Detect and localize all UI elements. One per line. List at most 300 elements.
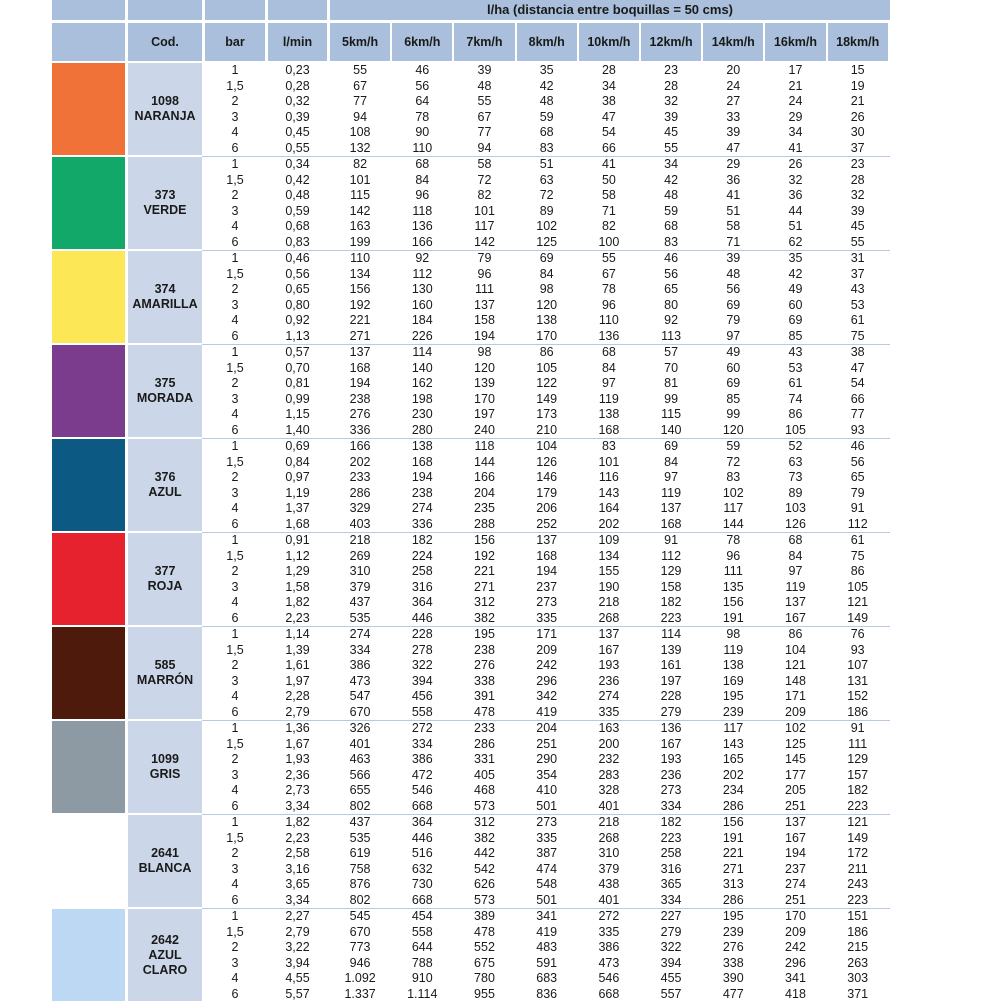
lha-value: 143 (598, 485, 620, 500)
lha-value: 99 (664, 391, 679, 406)
flow-lmin: 1,19 (285, 485, 310, 500)
lha-value: 419 (536, 924, 558, 939)
bar-pressure: 1 (231, 815, 239, 829)
lha-value: 619 (349, 846, 371, 861)
lha-value: 328 (598, 783, 620, 798)
bar-pressure: 4 (231, 783, 239, 798)
lha-value: 82 (353, 157, 368, 171)
lha-value: 97 (726, 329, 741, 343)
lha-value: 58 (601, 188, 616, 203)
lha-value: 418 (785, 987, 806, 1001)
header-speed-unit: km/h (663, 34, 693, 49)
lha-value: 108 (349, 125, 371, 140)
lha-value: 177 (785, 767, 806, 782)
flow-lmin: 0,65 (285, 282, 310, 297)
lha-value: 80 (664, 297, 679, 312)
lha-value: 274 (349, 627, 371, 641)
header-speed-16 (765, 23, 825, 61)
flow-lmin: 0,80 (285, 297, 310, 312)
bar-pressure: 6 (231, 235, 239, 249)
lha-value: 24 (788, 94, 803, 109)
flow-lmin: 0,92 (285, 313, 310, 328)
lha-value: 72 (539, 188, 554, 203)
bar-pressure: 6 (231, 611, 239, 625)
lha-value: 386 (411, 752, 433, 767)
flow-lmin: 0,56 (285, 266, 310, 281)
header-speed-value: 12 (649, 34, 664, 49)
lha-value: 43 (788, 345, 803, 359)
lha-value: 296 (536, 673, 558, 688)
lha-value: 140 (660, 423, 682, 437)
lha-value: 205 (785, 783, 806, 798)
nozzle-code-cell (128, 533, 202, 625)
lha-value: 112 (412, 266, 433, 281)
lha-value: 102 (785, 721, 806, 735)
lha-value: 382 (474, 830, 495, 845)
lha-value: 172 (847, 846, 869, 861)
lha-value: 104 (536, 439, 558, 453)
lha-value: 310 (349, 564, 371, 579)
lha-value: 197 (660, 673, 682, 688)
lha-value: 573 (474, 893, 495, 907)
lha-value: 195 (474, 627, 495, 641)
lha-value: 32 (788, 172, 803, 187)
lha-value: 316 (660, 861, 682, 876)
flow-lmin: 2,27 (285, 909, 310, 923)
lha-value: 242 (536, 658, 558, 673)
header-cod: Cod. (128, 23, 202, 61)
lha-value: 170 (474, 391, 495, 406)
lha-value: 258 (411, 564, 433, 579)
lha-value: 97 (788, 564, 803, 579)
lha-value: 335 (536, 830, 558, 845)
lha-value: 419 (536, 705, 558, 719)
lha-value: 341 (785, 971, 806, 986)
bar-pressure: 1 (231, 909, 239, 923)
lha-value: 501 (536, 893, 558, 907)
lha-value: 139 (660, 642, 682, 657)
lha-value: 134 (598, 548, 620, 563)
lha-value: 632 (411, 861, 433, 876)
bar-pressure: 1 (231, 63, 239, 77)
lha-value: 69 (788, 313, 803, 328)
lha-value: 48 (726, 266, 741, 281)
flow-lmin: 0,57 (285, 345, 310, 359)
lha-value: 49 (726, 345, 741, 359)
lha-value: 955 (474, 987, 495, 1001)
lha-value: 33 (726, 109, 741, 124)
lha-value: 70 (664, 360, 679, 375)
lha-value: 335 (536, 611, 558, 625)
flow-lmin: 0,34 (285, 157, 310, 171)
lha-value: 138 (722, 658, 744, 673)
flow-lmin: 4,55 (285, 971, 310, 986)
lha-value: 468 (474, 783, 495, 798)
lha-value: 68 (415, 157, 430, 171)
lha-value: 45 (850, 219, 865, 234)
bar-pressure: 6 (231, 517, 239, 531)
lha-value: 149 (536, 391, 558, 406)
lha-value: 239 (722, 705, 744, 719)
flow-lmin: 1,93 (285, 752, 310, 767)
lha-value: 105 (785, 423, 806, 437)
flow-lmin: 0,32 (285, 94, 310, 109)
lha-value: 167 (785, 611, 806, 625)
header-speed-value: 18 (836, 34, 851, 49)
lha-value: 535 (349, 611, 371, 625)
lha-value: 137 (785, 815, 806, 829)
lha-value: 190 (598, 579, 620, 594)
header-speed-7 (454, 23, 514, 61)
lha-value: 242 (785, 940, 806, 955)
lha-value: 146 (536, 470, 558, 485)
bar-pressure: 2 (231, 376, 239, 391)
header-speed-unit: km/h (473, 34, 503, 49)
lha-value: 334 (349, 642, 371, 657)
lha-value: 120 (536, 297, 558, 312)
lha-value: 48 (664, 188, 679, 203)
lha-value: 119 (723, 642, 744, 657)
lha-value: 322 (660, 940, 682, 955)
flow-lmin: 0,81 (285, 376, 310, 391)
lha-value: 97 (664, 470, 679, 485)
lha-value: 204 (474, 485, 495, 500)
lha-value: 38 (601, 94, 616, 109)
lha-value: 71 (726, 235, 741, 249)
color-swatch (52, 627, 125, 719)
lha-value: 137 (660, 501, 682, 516)
lha-value: 326 (349, 721, 371, 735)
lha-value: 38 (850, 345, 865, 359)
lha-value: 194 (785, 846, 806, 861)
lha-value: 94 (477, 141, 492, 155)
lha-value: 132 (349, 141, 371, 155)
lha-value: 223 (660, 830, 682, 845)
lha-value: 312 (474, 815, 495, 829)
lha-value: 286 (349, 485, 371, 500)
lha-value: 23 (664, 63, 679, 77)
lha-value: 258 (660, 846, 682, 861)
lha-value: 310 (598, 846, 620, 861)
lha-value: 104 (785, 642, 806, 657)
bar-pressure: 1 (231, 721, 239, 735)
lha-value: 44 (788, 203, 803, 218)
lha-value: 35 (539, 63, 554, 77)
lha-value: 331 (474, 752, 495, 767)
lha-value: 192 (474, 548, 495, 563)
flow-lmin: 2,79 (285, 924, 310, 939)
lha-value: 155 (598, 564, 620, 579)
lha-value: 65 (664, 282, 679, 297)
lha-value: 194 (349, 376, 371, 391)
bar-pressure: 1,5 (226, 830, 244, 845)
lha-value: 157 (847, 767, 869, 782)
header-speed-5 (330, 23, 390, 61)
lha-value: 101 (474, 203, 495, 218)
lha-value: 52 (788, 439, 803, 453)
bar-pressure: 1,5 (226, 360, 244, 375)
lha-value: 236 (598, 673, 620, 688)
lha-value: 535 (349, 830, 371, 845)
lha-value: 168 (536, 548, 558, 563)
lha-value: 401 (598, 799, 620, 813)
lha-value: 473 (349, 673, 371, 688)
lha-value: 335 (598, 705, 620, 719)
lha-value: 271 (474, 579, 495, 594)
header-speed-value: 5 (342, 34, 349, 49)
lha-value: 442 (474, 846, 495, 861)
lha-value: 82 (477, 188, 492, 203)
lha-value: 313 (722, 877, 744, 892)
lha-value: 386 (598, 940, 620, 955)
bar-pressure: 4 (231, 595, 239, 610)
bar-pressure: 6 (231, 141, 239, 155)
lha-value: 110 (350, 251, 371, 265)
lha-value: 143 (722, 736, 744, 751)
lha-value: 271 (722, 861, 744, 876)
flow-lmin: 3,34 (285, 799, 310, 813)
lha-value: 72 (477, 172, 492, 187)
lha-value: 42 (664, 172, 679, 187)
lha-value: 391 (474, 689, 495, 704)
lha-value: 546 (598, 971, 620, 986)
lha-value: 81 (664, 376, 679, 391)
nozzle-code: 373 (154, 188, 176, 202)
lha-value: 55 (353, 63, 368, 77)
bar-pressure: 4 (231, 407, 239, 422)
nozzle-color-name: MORADA (136, 391, 194, 405)
flow-lmin: 3,22 (285, 940, 310, 955)
lha-value: 312 (474, 595, 495, 610)
lha-value: 41 (601, 157, 616, 171)
lha-value: 67 (353, 78, 368, 93)
lha-value: 152 (847, 689, 869, 704)
lha-value: 86 (788, 627, 803, 641)
lha-value: 39 (477, 63, 492, 77)
lha-value: 379 (349, 579, 371, 594)
lha-value: 166 (349, 439, 371, 453)
lha-value: 276 (474, 658, 495, 673)
lha-value: 182 (411, 533, 433, 547)
lha-value: 76 (850, 627, 865, 641)
lha-value: 156 (722, 815, 744, 829)
lha-value: 160 (411, 297, 433, 312)
lha-value: 29 (726, 157, 741, 171)
lha-value: 626 (474, 877, 495, 892)
flow-lmin: 0,45 (285, 125, 310, 140)
lha-value: 168 (660, 517, 682, 531)
lha-value: 280 (411, 423, 433, 437)
lha-value: 184 (411, 313, 433, 328)
lha-value: 77 (850, 407, 865, 422)
lha-value: 670 (349, 924, 371, 939)
lha-value: 197 (474, 407, 495, 422)
nozzle-code: 377 (154, 564, 176, 578)
lha-value: 354 (536, 767, 558, 782)
flow-lmin: 3,34 (285, 893, 310, 907)
lha-value: 144 (722, 517, 744, 531)
lha-value: 232 (598, 752, 620, 767)
lha-value: 668 (411, 799, 433, 813)
lha-value: 290 (536, 752, 558, 767)
lha-value: 162 (411, 376, 433, 391)
lha-value: 394 (411, 673, 433, 688)
lha-value: 98 (726, 627, 741, 641)
lha-value: 125 (536, 235, 558, 249)
flow-lmin: 0,46 (285, 251, 310, 265)
lha-value: 463 (349, 752, 371, 767)
lha-value: 156 (474, 533, 495, 547)
lha-value: 206 (536, 501, 558, 516)
lha-value: 238 (411, 485, 433, 500)
lha-value: 221 (722, 846, 744, 861)
lha-value: 91 (664, 533, 679, 547)
lha-value: 456 (411, 689, 433, 704)
nozzle-code-cell (128, 721, 202, 813)
lha-value: 107 (847, 658, 869, 673)
lha-value: 46 (664, 251, 679, 265)
lha-value: 668 (598, 987, 620, 1001)
lha-value: 336 (349, 423, 371, 437)
lha-value: 655 (349, 783, 371, 798)
lha-value: 167 (660, 736, 682, 751)
lha-value: 117 (723, 501, 744, 516)
lha-value: 238 (349, 391, 371, 406)
lha-value: 545 (349, 909, 371, 923)
lha-value: 91 (850, 501, 865, 516)
lha-value: 802 (349, 799, 371, 813)
bar-pressure: 1,5 (226, 454, 244, 469)
nozzle-code-cell (128, 439, 202, 531)
lha-value: 29 (788, 109, 803, 124)
lha-value: 114 (661, 627, 682, 641)
lha-value: 47 (726, 141, 741, 155)
lha-value: 59 (726, 439, 741, 453)
lha-value: 90 (415, 125, 430, 140)
header-blank-swatch (52, 0, 125, 20)
lha-value: 279 (660, 705, 682, 719)
bar-pressure: 6 (231, 705, 239, 719)
lha-value: 194 (536, 564, 558, 579)
lha-value: 61 (850, 313, 865, 328)
flow-lmin: 1,14 (285, 627, 310, 641)
lha-value: 139 (474, 376, 495, 391)
lha-value: 118 (412, 203, 433, 218)
header-speed-unit: km/h (725, 34, 755, 49)
lha-value: 316 (411, 579, 433, 594)
lha-value: 170 (785, 909, 806, 923)
lha-value: 92 (664, 313, 679, 328)
lha-value: 149 (847, 611, 869, 625)
flow-lmin: 1,82 (285, 595, 310, 610)
lha-value: 228 (660, 689, 682, 704)
lha-value: 75 (850, 548, 865, 563)
lha-value: 136 (660, 721, 682, 735)
lha-value: 47 (601, 109, 616, 124)
flow-lmin: 0,59 (285, 203, 310, 218)
bar-pressure: 1 (231, 157, 239, 171)
lha-value: 129 (660, 564, 682, 579)
lha-value: 161 (660, 658, 682, 673)
lha-value: 401 (598, 893, 620, 907)
lha-value: 558 (411, 705, 433, 719)
lha-value: 51 (726, 203, 741, 218)
lha-value: 91 (850, 721, 865, 735)
lha-value: 93 (850, 642, 865, 657)
bar-pressure: 3 (231, 391, 239, 406)
lha-value: 1.337 (344, 987, 376, 1001)
bar-pressure: 2 (231, 282, 239, 297)
lha-value: 99 (726, 407, 741, 422)
lha-value: 119 (598, 391, 619, 406)
header-speed-unit: km/h (535, 34, 565, 49)
nozzle-color-name: AZUL (148, 485, 182, 499)
lha-value: 37 (850, 141, 865, 155)
lha-value: 401 (349, 736, 371, 751)
lha-value: 516 (411, 846, 433, 861)
lha-value: 194 (411, 470, 433, 485)
lha-value: 110 (412, 141, 433, 155)
lha-value: 334 (660, 893, 682, 907)
lha-value: 83 (664, 235, 679, 249)
flow-lmin: 0,23 (285, 63, 310, 77)
flow-lmin: 1,12 (285, 548, 310, 563)
lha-value: 279 (660, 924, 682, 939)
lha-value: 23 (850, 157, 865, 171)
lha-value: 683 (536, 971, 558, 986)
lha-value: 51 (539, 157, 554, 171)
lha-value: 221 (474, 564, 495, 579)
lha-value: 20 (726, 63, 741, 77)
lha-value: 21 (850, 94, 865, 109)
lha-value: 166 (411, 235, 433, 249)
lha-value: 17 (788, 63, 803, 77)
lha-value: 129 (847, 752, 869, 767)
lha-value: 410 (536, 783, 558, 798)
bar-pressure: 3 (231, 861, 239, 876)
lha-value: 34 (601, 78, 616, 93)
lha-value: 58 (477, 157, 492, 171)
lha-value: 86 (850, 564, 865, 579)
bar-pressure: 2 (231, 188, 239, 203)
lha-value: 137 (474, 297, 495, 312)
lha-value: 78 (415, 109, 430, 124)
lha-value: 910 (411, 971, 433, 986)
lha-value: 158 (660, 579, 682, 594)
header-title: l/ha (distancia entre boquillas = 50 cms) (330, 0, 890, 20)
bar-pressure: 6 (231, 987, 239, 1001)
flow-lmin: 0,48 (285, 188, 310, 203)
lha-value: 86 (788, 407, 803, 422)
bar-pressure: 3 (231, 485, 239, 500)
bar-pressure: 1 (231, 533, 239, 547)
lha-value: 111 (848, 736, 868, 751)
bar-pressure: 2 (231, 564, 239, 579)
lha-value: 230 (411, 407, 433, 422)
lha-value: 437 (349, 595, 371, 610)
nozzle-code: 374 (154, 282, 176, 296)
color-swatch (52, 533, 125, 625)
lha-value: 136 (598, 329, 620, 343)
lha-value: 194 (474, 329, 495, 343)
lha-value: 591 (536, 955, 558, 970)
lha-value: 68 (664, 219, 679, 234)
bar-pressure: 3 (231, 579, 239, 594)
nozzle-color-name: AZUL (148, 947, 182, 962)
nozzle-code: 1099 (151, 752, 179, 766)
flow-lmin: 0,84 (285, 454, 310, 469)
lha-value: 251 (536, 736, 558, 751)
